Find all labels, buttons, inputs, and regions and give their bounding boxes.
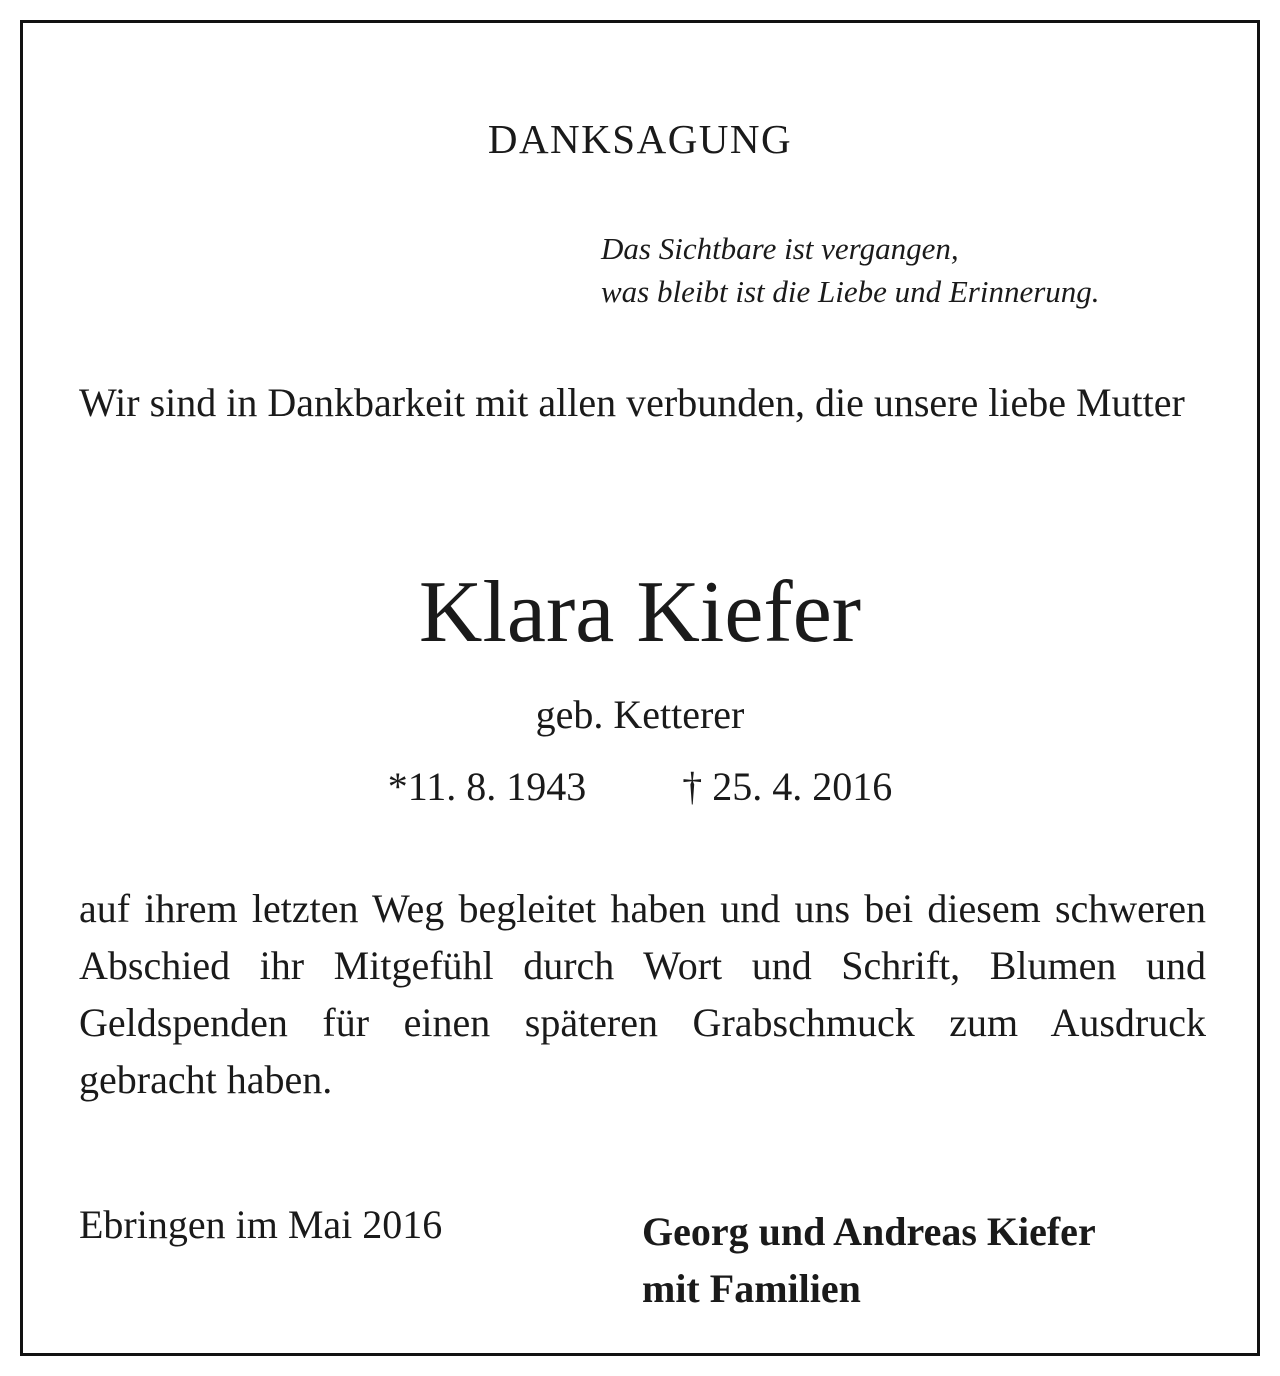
death-date: † 25. 4. 2016 — [682, 764, 893, 809]
deceased-name: Klara Kiefer — [418, 564, 862, 661]
maiden-name: geb. Ketterer — [535, 692, 745, 737]
quote-line-2: was bleibt ist die Liebe und Erinnerung. — [601, 274, 1100, 309]
birth-date: *11. 8. 1943 — [387, 764, 587, 809]
signers — [642, 1203, 1096, 1317]
life-dates — [23, 764, 1257, 809]
notice-heading: DANKSAGUNG — [487, 116, 793, 162]
signer-line-2: mit Familien — [642, 1266, 861, 1311]
memorial-quote — [601, 227, 1100, 313]
place-and-date: Ebringen im Mai 2016 — [79, 1202, 443, 1247]
intro-paragraph: Wir sind in Dankbarkeit mit allen verbunden, die unsere liebe Mutter — [79, 380, 1185, 425]
signer-line-1: Georg und Andreas Kiefer — [642, 1209, 1096, 1254]
quote-line-1: Das Sichtbare ist vergangen, — [601, 231, 959, 266]
notice-frame — [20, 20, 1260, 1356]
thanks-paragraph: auf ihrem letzten Weg begleitet haben und uns bei diesem schweren Abschied ihr Mitgefühl durch Wort und Schrift, Blumen und Geldspenden für einen späteren Grabschmuck zum Ausdruck gebracht haben. — [79, 886, 1206, 1102]
